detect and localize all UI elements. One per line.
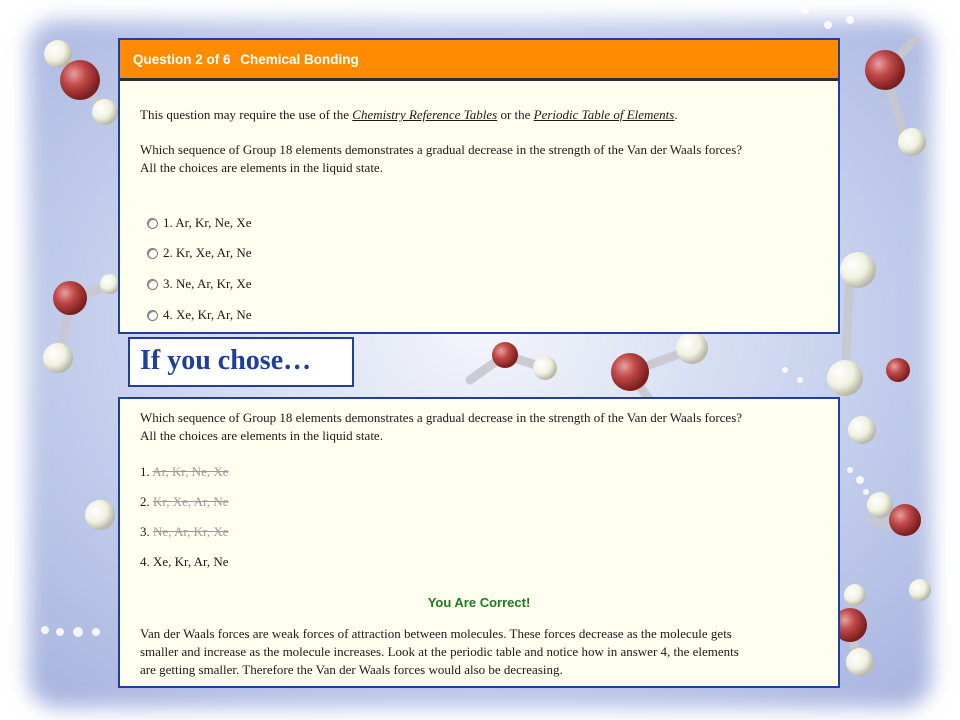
answer-item-4-number: 4. [140,554,150,569]
reference-note-prefix: This question may require the use of the [140,107,353,122]
radio-button-icon[interactable] [147,218,158,229]
choice-4[interactable] [147,306,252,324]
answer-prompt-line-2: All the choices are elements in the liquid state. [140,428,383,443]
choice-2[interactable] [147,244,252,262]
answer-item-2-number: 2. [140,494,150,509]
answer-explanation [140,625,822,679]
answer-item-4-text: Xe, Kr, Ar, Ne [153,554,229,569]
correct-result-message: You Are Correct! [427,595,531,610]
question-topic: Chemical Bonding [240,52,359,67]
choice-3[interactable] [147,275,252,293]
choice-1-label: 1. Ar, Kr, Ne, Xe [163,215,252,230]
choice-2-label: 2. Kr, Xe, Ar, Ne [163,245,252,260]
periodic-table-link[interactable]: Periodic Table of Elements [533,107,675,122]
if-you-chose-callout [128,337,354,387]
answer-item-1 [140,463,229,481]
reference-note [140,106,822,124]
answer-item-1-text: Ar, Kr, Ne, Xe [152,464,229,479]
reference-note-middle: or the [497,107,534,122]
answer-item-3 [140,523,229,541]
radio-button-icon[interactable] [147,248,158,259]
answer-item-2-text: Kr, Xe, Ar, Ne [153,494,229,509]
radio-button-icon[interactable] [147,310,158,321]
explanation-line-1: Van der Waals forces are weak forces of attraction between molecules. These forces decrease as the molecule gets [140,626,732,641]
answer-item-4 [140,553,229,571]
question-prompt-line-1: Which sequence of Group 18 elements demonstrates a gradual decrease in the strength of the Van der Waals forces? [140,142,743,157]
question-panel [118,38,840,334]
question-header [120,40,838,81]
reference-note-suffix: . [674,107,678,122]
answer-item-3-number: 3. [140,524,150,539]
explanation-line-2: smaller and increase as the molecule increases. Look at the periodic table and notice how in answer 4, the elements [140,644,739,659]
answer-prompt-line-1: Which sequence of Group 18 elements demonstrates a gradual decrease in the strength of the Van der Waals forces? [140,410,743,425]
choice-4-label: 4. Xe, Kr, Ar, Ne [163,307,252,322]
answer-item-1-number: 1. [140,464,150,479]
answer-prompt [140,409,822,445]
radio-button-icon[interactable] [147,279,158,290]
question-prompt-line-2: All the choices are elements in the liquid state. [140,160,383,175]
answer-item-3-text: Ne, Ar, Kr, Xe [153,524,229,539]
chemistry-reference-tables-link[interactable]: Chemistry Reference Tables [352,107,498,122]
choice-3-label: 3. Ne, Ar, Kr, Xe [163,276,252,291]
choice-1[interactable] [147,214,252,232]
answer-item-2 [140,493,229,511]
question-prompt [140,141,822,177]
callout-label: If you chose… [140,345,312,376]
question-number: Question 2 of 6 [133,52,231,67]
explanation-line-3: are getting smaller. Therefore the Van der Waals forces would also be decreasing. [140,662,563,677]
answer-panel [118,397,840,688]
